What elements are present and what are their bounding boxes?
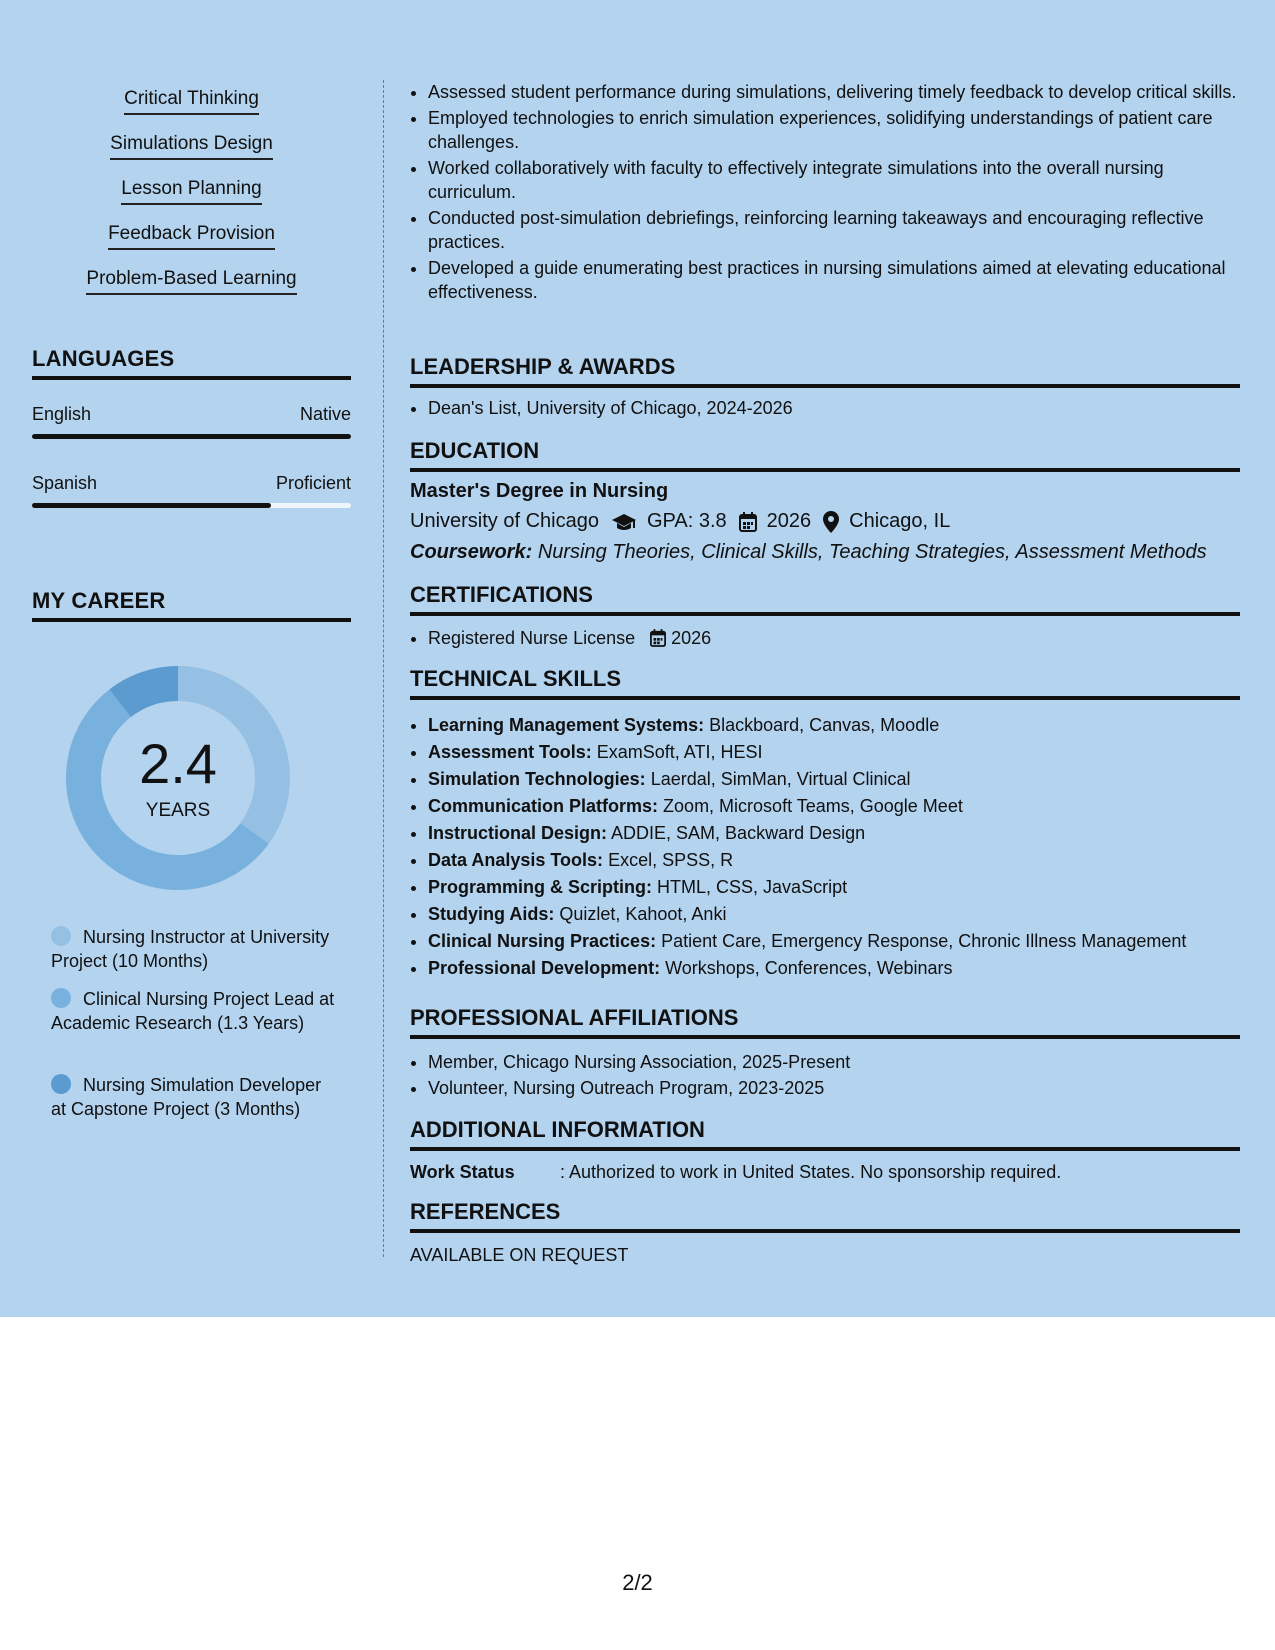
- career-legend-item: [51, 987, 341, 1035]
- language-bar-fill: [32, 503, 271, 508]
- list-item: [428, 713, 1240, 738]
- gpa: GPA: 3.8: [646, 510, 727, 532]
- skill-category: Clinical Nursing Practices:: [428, 931, 657, 951]
- language-level: Proficient: [275, 473, 351, 493]
- skill-values: Excel, SPSS, R: [608, 850, 734, 870]
- references-value: AVAILABLE ON REQUEST: [410, 1245, 629, 1265]
- page-number: 2/2: [622, 1570, 653, 1595]
- skill-values: Patient Care, Emergency Response, Chronic Illness Management: [661, 931, 1187, 951]
- skill-label: Feedback Provision: [108, 223, 275, 250]
- language-name: English: [32, 404, 92, 424]
- school-name: University of Chicago: [410, 510, 599, 532]
- education-details: [410, 510, 950, 533]
- language-level: Native: [299, 404, 351, 424]
- language-row: [32, 404, 351, 425]
- skill-values: Workshops, Conferences, Webinars: [665, 958, 953, 978]
- legend-dot: [51, 926, 71, 946]
- work-status-label: Work Status: [410, 1162, 515, 1182]
- skill-label: Lesson Planning: [121, 178, 262, 205]
- legend-dot: [51, 988, 71, 1008]
- list-item: [428, 929, 1240, 954]
- list-item: • Employed technologies to enrich simulation experiences, solidifying understandings of patient care challenges.: [428, 106, 1240, 154]
- leadership-list: [410, 396, 1240, 422]
- list-item: [428, 767, 1240, 792]
- skill-category: Communication Platforms:: [428, 796, 659, 816]
- coursework-label: Coursework:: [410, 541, 533, 563]
- list-item: • Member, Chicago Nursing Association, 2025-Present: [428, 1050, 1240, 1074]
- career-legend-item: [51, 1073, 341, 1121]
- skill-category: Simulation Technologies:: [428, 769, 646, 789]
- skill-item: [32, 178, 351, 205]
- degree-title: Master's Degree in Nursing: [410, 480, 669, 502]
- school-location: Chicago, IL: [849, 510, 951, 532]
- additional-info-heading: ADDITIONAL INFORMATION: [410, 1117, 1240, 1151]
- career-heading: MY CAREER: [32, 588, 351, 622]
- calendar-icon: [650, 629, 666, 647]
- coursework-value: Nursing Theories, Clinical Skills, Teaching Strategies, Assessment Methods: [537, 541, 1207, 563]
- list-item: [428, 875, 1240, 900]
- skill-category: Assessment Tools:: [428, 742, 592, 762]
- certification-name: Registered Nurse License: [428, 628, 636, 648]
- list-item: [428, 794, 1240, 819]
- language-bar: [32, 503, 351, 508]
- skill-label: Simulations Design: [110, 133, 273, 160]
- career-donut: [66, 666, 290, 890]
- calendar-icon: [739, 512, 757, 532]
- graduation-cap-icon: [611, 512, 637, 532]
- skill-category: Learning Management Systems:: [428, 715, 705, 735]
- skill-category: Studying Aids:: [428, 904, 555, 924]
- language-bar: [32, 434, 351, 439]
- affiliations-heading: PROFESSIONAL AFFILIATIONS: [410, 1005, 1240, 1039]
- affiliations-list: [410, 1050, 1240, 1102]
- skill-values: Quizlet, Kahoot, Anki: [559, 904, 727, 924]
- skill-category: Programming & Scripting:: [428, 877, 653, 897]
- location-pin-icon: [823, 511, 839, 533]
- list-item: • Conducted post-simulation debriefings, reinforcing learning takeaways and encouraging reflective practices.: [428, 206, 1240, 254]
- list-item: • Dean's List, University of Chicago, 2024-2026: [428, 396, 1240, 420]
- skill-values: ExamSoft, ATI, HESI: [596, 742, 763, 762]
- skill-values: Zoom, Microsoft Teams, Google Meet: [663, 796, 963, 816]
- work-status-row: [410, 1162, 1061, 1183]
- list-item: • Assessed student performance during simulations, delivering timely feedback to develop critical skills.: [428, 80, 1240, 104]
- list-item: [428, 902, 1240, 927]
- skill-category: Data Analysis Tools:: [428, 850, 604, 870]
- language-name: Spanish: [32, 473, 98, 493]
- language-bar-fill: [32, 434, 351, 439]
- legend-label: Clinical Nursing Project Lead at Academic Research (1.3 Years): [51, 989, 335, 1033]
- skill-values: Laerdal, SimMan, Virtual Clinical: [650, 769, 911, 789]
- education-heading: EDUCATION: [410, 438, 1240, 472]
- legend-label: Nursing Instructor at University Project (10 Months): [51, 927, 330, 971]
- career-legend-item: [51, 925, 341, 973]
- skill-category: Professional Development:: [428, 958, 661, 978]
- technical-skills-heading: TECHNICAL SKILLS: [410, 666, 1240, 700]
- list-item: [428, 821, 1240, 846]
- coursework: [410, 541, 1207, 564]
- certifications-heading: CERTIFICATIONS: [410, 582, 1240, 616]
- leadership-heading: LEADERSHIP & AWARDS: [410, 354, 1240, 388]
- list-item: • Volunteer, Nursing Outreach Program, 2023-2025: [428, 1076, 1240, 1100]
- skill-values: HTML, CSS, JavaScript: [657, 877, 848, 897]
- list-item: [428, 848, 1240, 873]
- references-heading: REFERENCES: [410, 1199, 1240, 1233]
- legend-label: Nursing Simulation Developer at Capstone Project (3 Months): [51, 1075, 322, 1119]
- list-item: • Worked collaboratively with faculty to effectively integrate simulations into the overall nursing curriculum.: [428, 156, 1240, 204]
- skill-item: [32, 88, 351, 115]
- list-item: [428, 740, 1240, 765]
- list-item: [428, 956, 1240, 981]
- skill-category: Instructional Design:: [428, 823, 608, 843]
- list-item: • Developed a guide enumerating best practices in nursing simulations aimed at elevating educational effectiveness.: [428, 256, 1240, 304]
- career-unit: YEARS: [145, 800, 211, 821]
- legend-dot: [51, 1074, 71, 1094]
- graduation-year: 2026: [766, 510, 812, 532]
- skill-item: [32, 268, 351, 295]
- work-status-value: : Authorized to work in United States. No sponsorship required.: [560, 1162, 1062, 1182]
- skill-values: ADDIE, SAM, Backward Design: [611, 823, 866, 843]
- column-divider: [383, 80, 384, 1257]
- technical-skills-list: [410, 713, 1240, 983]
- responsibilities: [410, 80, 1240, 306]
- language-row: [32, 473, 351, 494]
- skill-label: Critical Thinking: [124, 88, 259, 115]
- languages-heading: LANGUAGES: [32, 346, 351, 380]
- skill-label: Problem-Based Learning: [86, 268, 296, 295]
- career-total: 2.4: [139, 732, 217, 795]
- skill-item: [32, 133, 351, 160]
- list-item: [428, 626, 1240, 650]
- skill-values: Blackboard, Canvas, Moodle: [709, 715, 940, 735]
- certification-year: 2026: [671, 628, 712, 648]
- skill-item: [32, 223, 351, 250]
- certifications-list: [410, 626, 1240, 652]
